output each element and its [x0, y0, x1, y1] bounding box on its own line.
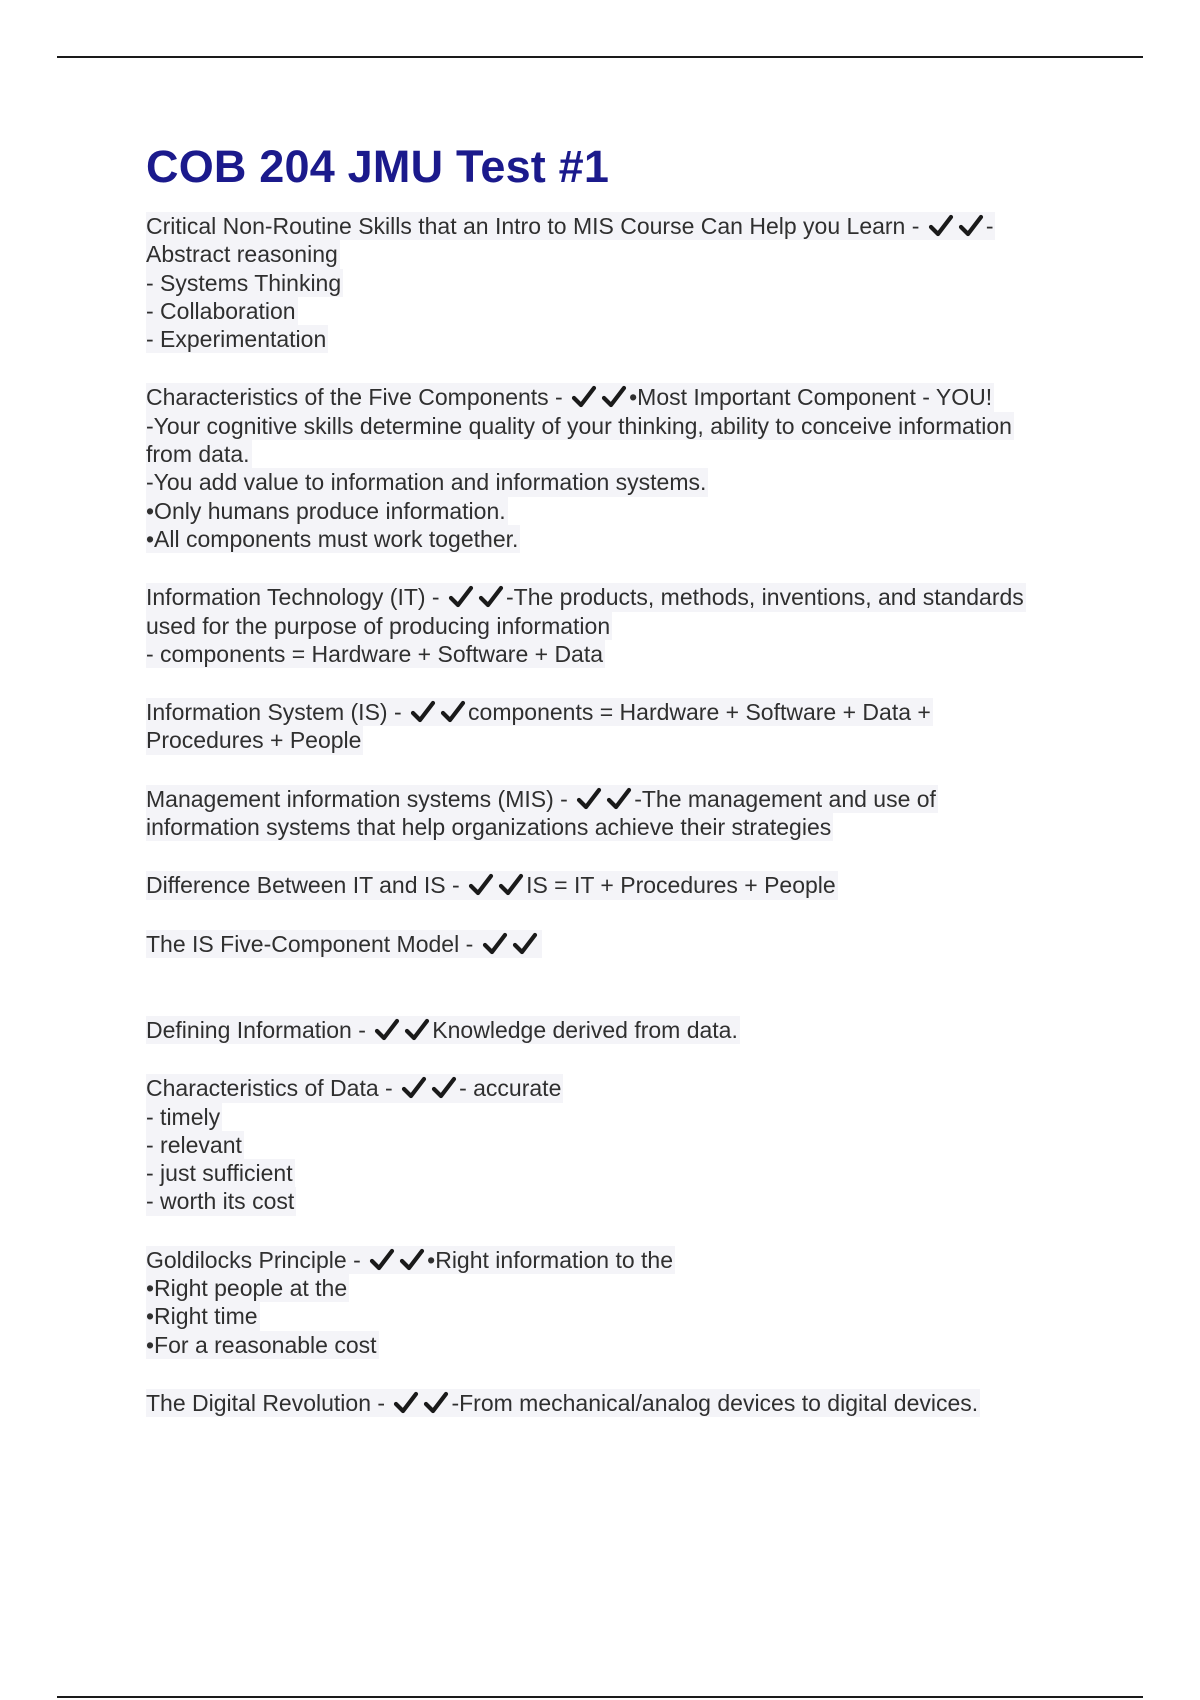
flashcard	[146, 930, 1086, 958]
flashcard-answer-line: •For a reasonable cost	[146, 1331, 377, 1358]
flashcard-answer: -	[985, 213, 994, 239]
flashcard	[146, 212, 1086, 353]
flashcard-answer-line: used for the purpose of producing information	[146, 612, 611, 639]
flashcard-answer-line: - relevant	[146, 1131, 242, 1158]
flashcard-answer: -The products, methods, inventions, and standards	[506, 584, 1024, 611]
page-top-rule	[57, 56, 1143, 58]
flashcard-answer-line: - just sufficient	[146, 1160, 293, 1187]
check-icon	[928, 214, 954, 238]
check-icon	[440, 700, 466, 724]
document-title: COB 204 JMU Test #1	[146, 141, 610, 192]
flashcard-first-line: Characteristics of the Five Components - •Most Important Component - YOU!	[146, 384, 993, 411]
flashcard-first-line: Goldilocks Principle - •Right information to the	[146, 1246, 674, 1273]
flashcard-answer: •Most Important Component - YOU!	[629, 384, 993, 411]
flashcard-answer-line: - components = Hardware + Software + Data	[146, 640, 604, 667]
flashcard-first-line: Defining Information - Knowledge derived from data.	[146, 1016, 738, 1043]
check-icon	[369, 1248, 395, 1272]
flashcard-first-line: Characteristics of Data - - accurate	[146, 1075, 562, 1102]
flashcard-answer-line: -Your cognitive skills determine quality of your thinking, ability to conceive information	[146, 412, 1012, 439]
check-icon	[576, 787, 602, 811]
flashcard	[146, 698, 1086, 755]
check-icon	[468, 873, 494, 897]
flashcard-term: Defining Information	[146, 1016, 352, 1043]
flashcard-list	[146, 212, 1086, 1417]
flashcard-answer: -From mechanical/analog devices to digital devices.	[451, 1389, 979, 1416]
flashcard-first-line: Information System (IS) - components = Hardware + Software + Data +	[146, 699, 931, 726]
flashcard	[146, 383, 1086, 553]
flashcard-term: Goldilocks Principle	[146, 1246, 347, 1273]
flashcard-first-line: Critical Non-Routine Skills that an Intro to MIS Course Can Help you Learn - -	[146, 213, 994, 239]
check-icon	[410, 700, 436, 724]
check-icon	[399, 1248, 425, 1272]
check-icon	[498, 873, 524, 897]
flashcard-answer: •Right information to the	[427, 1246, 674, 1273]
flashcard-answer: - accurate	[459, 1075, 562, 1102]
check-icon	[431, 1076, 457, 1100]
flashcard-term: Information Technology (IT)	[146, 584, 426, 611]
check-icon	[423, 1391, 449, 1415]
check-icon	[404, 1018, 430, 1042]
check-icon	[393, 1391, 419, 1415]
flashcard-answer-line: - timely	[146, 1103, 221, 1130]
flashcard	[146, 785, 1086, 842]
flashcard-term: The Digital Revolution	[146, 1389, 372, 1416]
flashcard-answer-line: - Collaboration	[146, 297, 296, 324]
document-body	[146, 140, 1086, 1447]
flashcard-answer-line: •Right time	[146, 1303, 258, 1330]
check-icon	[571, 385, 597, 409]
flashcard-answer-line: - Experimentation	[146, 326, 327, 353]
flashcard-answer-line: information systems that help organizations achieve their strategies	[146, 814, 832, 841]
flashcard-term: Management information systems (MIS)	[146, 785, 554, 812]
flashcard-answer: Knowledge derived from data.	[432, 1016, 738, 1043]
flashcard	[146, 1074, 1086, 1215]
check-icon	[512, 932, 538, 956]
check-icon	[478, 585, 504, 609]
flashcard	[146, 1016, 1086, 1044]
flashcard-answer-line: Abstract reasoning	[146, 241, 338, 268]
flashcard-answer-line: Procedures + People	[146, 727, 362, 754]
flashcard	[146, 1246, 1086, 1359]
flashcard-term: Characteristics of the Five Components	[146, 384, 549, 411]
flashcard-first-line: The Digital Revolution - -From mechanical/analog devices to digital devices.	[146, 1389, 979, 1416]
flashcard-term: Characteristics of Data	[146, 1075, 379, 1102]
flashcard-answer: IS = IT + Procedures + People	[526, 872, 836, 899]
flashcard-answer-line: •Only humans produce information.	[146, 497, 506, 524]
flashcard-answer-line: •Right people at the	[146, 1275, 348, 1302]
flashcard-first-line: Management information systems (MIS) - -The management and use of	[146, 785, 936, 812]
check-icon	[482, 932, 508, 956]
flashcard-term: The IS Five-Component Model	[146, 930, 460, 957]
check-icon	[374, 1018, 400, 1042]
flashcard-first-line: The IS Five-Component Model -	[146, 930, 542, 958]
check-icon	[601, 385, 627, 409]
check-icon	[958, 214, 984, 238]
flashcard-term: Information System (IS)	[146, 699, 388, 726]
flashcard-term: Critical Non-Routine Skills that an Intro to MIS Course Can Help you Learn	[146, 213, 906, 239]
flashcard	[146, 583, 1086, 668]
flashcard-answer: -The management and use of	[634, 785, 936, 812]
check-icon	[448, 585, 474, 609]
flashcard	[146, 871, 1086, 899]
flashcard-term: Difference Between IT and IS	[146, 872, 446, 899]
flashcard-answer-line: - worth its cost	[146, 1188, 295, 1215]
flashcard	[146, 1389, 1086, 1417]
check-icon	[401, 1076, 427, 1100]
flashcard-answer-line: from data.	[146, 441, 250, 468]
flashcard-answer-line: •All components must work together.	[146, 525, 519, 552]
flashcard-answer-line: -You add value to information and information systems.	[146, 469, 707, 496]
flashcard-first-line: Difference Between IT and IS - IS = IT + Procedures + People	[146, 872, 836, 899]
flashcard-answer-line: - Systems Thinking	[146, 269, 342, 296]
check-icon	[606, 787, 632, 811]
page-bottom-rule	[57, 1696, 1143, 1698]
flashcard-answer: components = Hardware + Software + Data +	[468, 699, 931, 726]
flashcard-first-line: Information Technology (IT) - -The products, methods, inventions, and standards	[146, 584, 1024, 611]
